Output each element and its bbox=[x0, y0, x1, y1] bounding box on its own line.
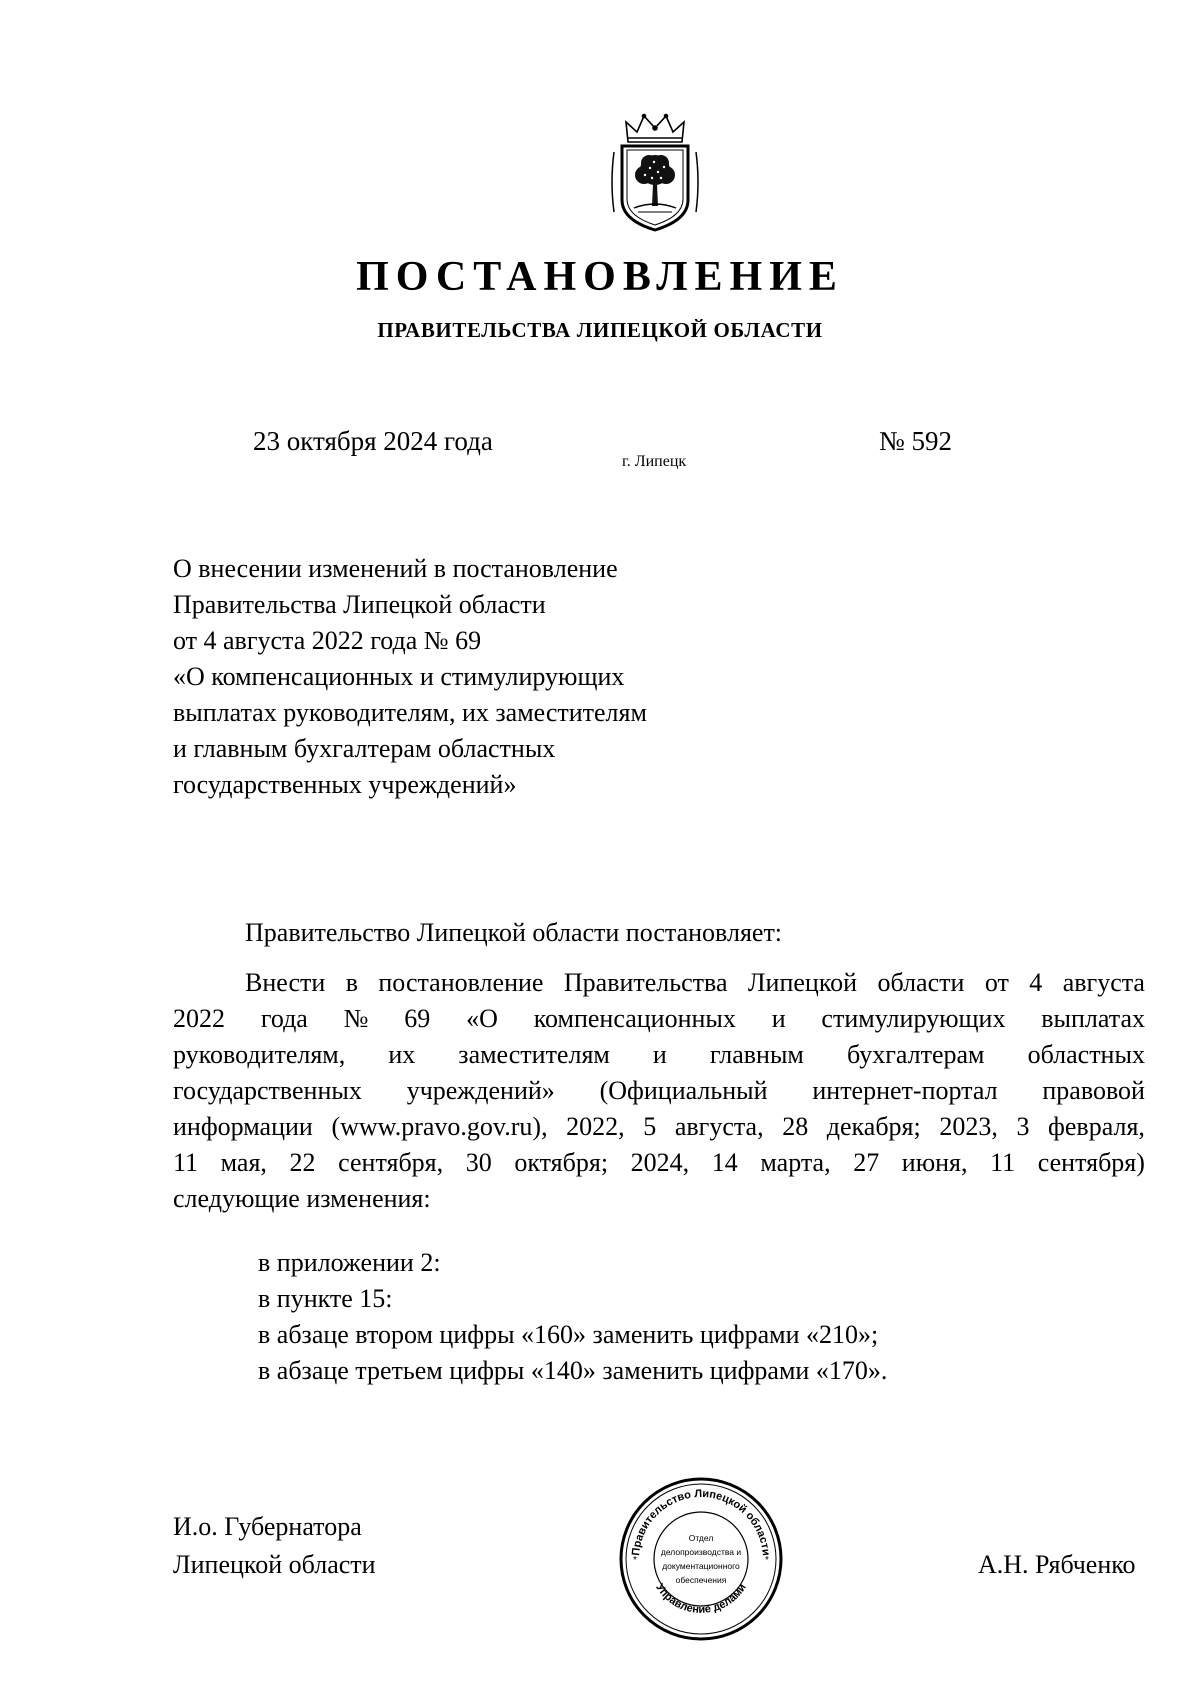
word: 11 bbox=[990, 1148, 1016, 1177]
body-paragraph bbox=[173, 965, 1145, 1217]
change-item: в приложении 2: bbox=[258, 1248, 441, 1277]
seal-inner-line: обеспечения bbox=[675, 1575, 727, 1585]
word: 27 bbox=[853, 1148, 880, 1177]
word: июня, bbox=[901, 1148, 968, 1177]
changes-list bbox=[258, 1245, 887, 1389]
word: 4 bbox=[1029, 968, 1043, 997]
body-line bbox=[173, 1001, 1145, 1037]
document-title: ПОСТАНОВЛЕНИЕ bbox=[356, 254, 844, 300]
word: декабря; bbox=[826, 1112, 921, 1141]
word: главным bbox=[709, 1040, 804, 1069]
word: области bbox=[877, 968, 965, 997]
body-line bbox=[173, 1037, 1145, 1073]
svg-text:*: * bbox=[765, 1555, 769, 1566]
word: (www.pravo.gov.ru), bbox=[331, 1112, 548, 1141]
word: и bbox=[771, 1004, 786, 1033]
change-item: в абзаце третьем цифры «140» заменить цифрами «170». bbox=[258, 1356, 888, 1385]
word: октября; bbox=[514, 1148, 609, 1177]
word: Внести bbox=[245, 968, 326, 997]
document-place: г. Липецк bbox=[622, 453, 687, 470]
change-item: в пункте 15: bbox=[258, 1284, 393, 1313]
heading-line: О внесении изменений в постановление bbox=[173, 554, 618, 583]
word: 14 bbox=[711, 1148, 738, 1177]
preamble-text: Правительство Липецкой области постановляет: bbox=[245, 918, 783, 947]
seal-inner-line: документационного bbox=[662, 1561, 740, 1571]
svg-text:*: * bbox=[633, 1555, 637, 1566]
word: марта, bbox=[760, 1148, 831, 1177]
heading-line: Правительства Липецкой области bbox=[173, 590, 546, 619]
word: постановление bbox=[378, 968, 544, 997]
word: бухгалтерам bbox=[846, 1040, 985, 1069]
word: компенсационных bbox=[533, 1004, 736, 1033]
signer-name: А.Н. Рябченко bbox=[978, 1550, 1136, 1579]
word: 2022, bbox=[566, 1112, 625, 1141]
word: № bbox=[343, 1004, 369, 1033]
word: выплатах bbox=[1041, 1004, 1145, 1033]
word: 2022 bbox=[173, 1004, 225, 1033]
change-item: в абзаце втором цифры «160» заменить цифрами «210»; bbox=[258, 1320, 879, 1349]
word: 2024, bbox=[630, 1148, 690, 1177]
word: Липецкой bbox=[747, 968, 858, 997]
word: 22 bbox=[289, 1148, 316, 1177]
word: интернет-портал bbox=[812, 1076, 998, 1105]
coat-of-arms-icon bbox=[604, 112, 706, 234]
word: 28 bbox=[782, 1112, 809, 1141]
word: 30 bbox=[465, 1148, 492, 1177]
word: февраля, bbox=[1048, 1112, 1145, 1141]
body-line: следующие изменения: bbox=[173, 1184, 431, 1213]
word: мая, bbox=[220, 1148, 267, 1177]
word: 2023, bbox=[939, 1112, 998, 1141]
word: сентября) bbox=[1037, 1148, 1145, 1177]
document-heading bbox=[173, 551, 733, 803]
svg-text:Управление делами bbox=[653, 1582, 749, 1616]
word: руководителям, bbox=[173, 1040, 346, 1069]
word: от bbox=[984, 968, 1009, 997]
word: «О bbox=[466, 1004, 498, 1033]
signer-title-line: И.о. Губернатора bbox=[173, 1512, 362, 1541]
body-line bbox=[173, 1073, 1145, 1109]
word: 3 bbox=[1016, 1112, 1030, 1141]
word: стимулирующих bbox=[821, 1004, 1006, 1033]
heading-line: и главным бухгалтерам областных bbox=[173, 734, 556, 763]
word: и bbox=[652, 1040, 667, 1069]
seal-inner-line: Отдел bbox=[688, 1533, 714, 1543]
word: областных bbox=[1027, 1040, 1145, 1069]
word: Правительства bbox=[563, 968, 728, 997]
word: в bbox=[345, 968, 358, 997]
word: 5 bbox=[643, 1112, 657, 1141]
word: правовой bbox=[1042, 1076, 1145, 1105]
signer-title bbox=[173, 1508, 376, 1584]
heading-line: выплатах руководителям, их заместителям bbox=[173, 698, 647, 727]
heading-line: «О компенсационных и стимулирующих bbox=[173, 662, 625, 691]
signer-title-line: Липецкой области bbox=[173, 1550, 376, 1579]
document-subtitle: ПРАВИТЕЛЬСТВА ЛИПЕЦКОЙ ОБЛАСТИ bbox=[377, 318, 823, 342]
word: августа bbox=[1062, 968, 1145, 997]
word: (Официальный bbox=[599, 1076, 768, 1105]
word: 11 bbox=[173, 1148, 199, 1177]
word: учреждений» bbox=[406, 1076, 555, 1105]
word: заместителям bbox=[458, 1040, 610, 1069]
word: информации bbox=[173, 1112, 313, 1141]
body-line bbox=[173, 1145, 1145, 1181]
word: августа, bbox=[674, 1112, 764, 1141]
seal-bottom-text: Управление делами bbox=[653, 1581, 749, 1616]
seal-inner-line: делопроизводства и bbox=[660, 1547, 742, 1557]
heading-line: государственных учреждений» bbox=[173, 770, 517, 799]
word: сентября, bbox=[338, 1148, 444, 1177]
word: 69 bbox=[404, 1004, 431, 1033]
word: государственных bbox=[173, 1076, 362, 1105]
body-line bbox=[173, 965, 1145, 1001]
document-date: 23 октября 2024 года bbox=[253, 426, 493, 456]
official-stamp-icon bbox=[617, 1475, 785, 1643]
heading-line: от 4 августа 2022 года № 69 bbox=[173, 626, 482, 655]
word: их bbox=[388, 1040, 416, 1069]
body-line bbox=[173, 1109, 1145, 1145]
word: года bbox=[260, 1004, 308, 1033]
seal-top-text: Правительство Липецкой области bbox=[630, 1487, 772, 1557]
document-number: № 592 bbox=[879, 426, 953, 456]
